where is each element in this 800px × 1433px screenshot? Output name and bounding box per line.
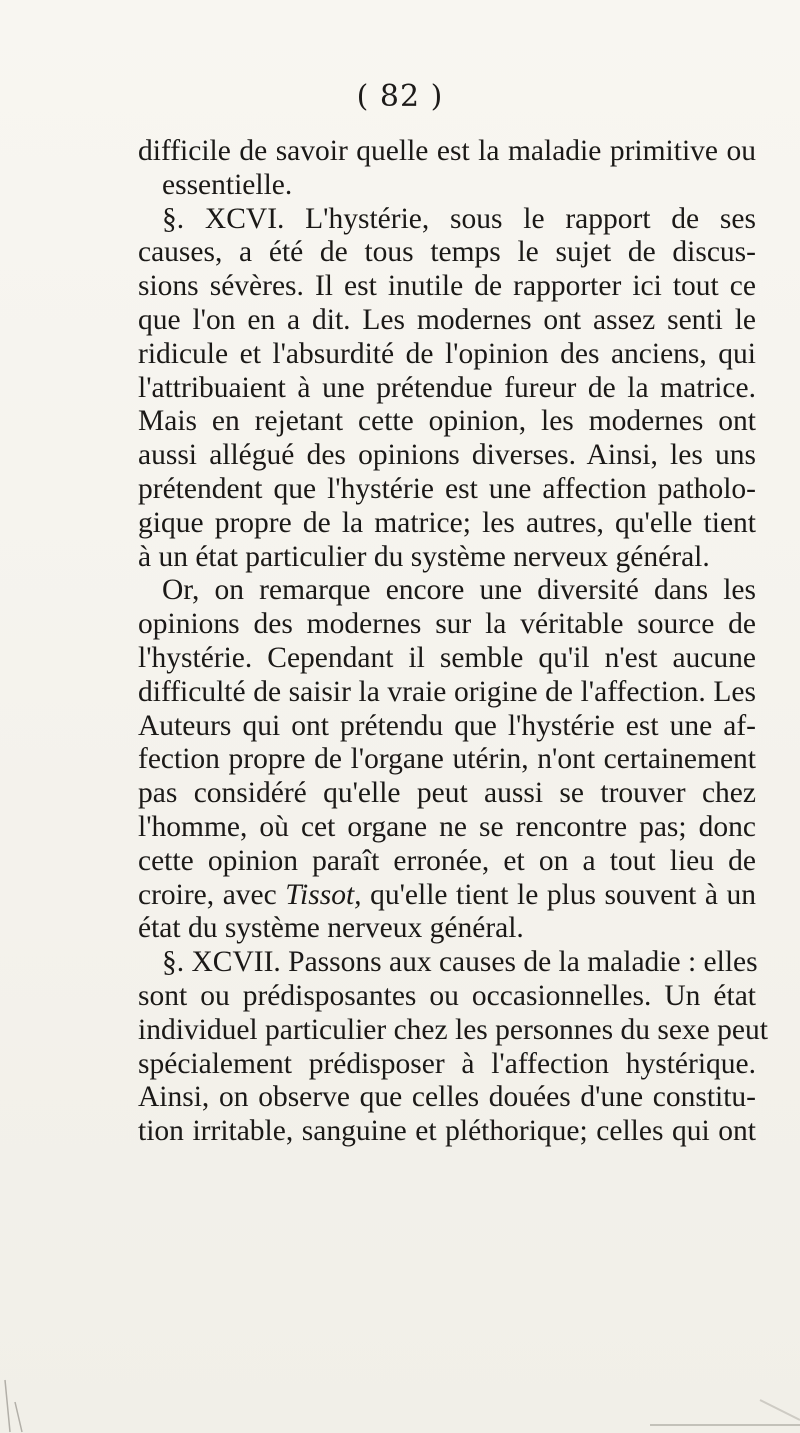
text-line: individuel particulier chez les personnes du sexe peut [138,1013,768,1046]
text-line: que l'on en a dit. Les modernes ont assez senti le [138,303,756,336]
text-line: Ainsi, on observe que celles douées d'une constitu- [138,1081,756,1114]
page-number: ( 82 ) [356,79,444,114]
text-line: sions sévères. Il est inutile de rapporter ici tout ce [138,270,756,303]
paper-edge-mark [760,1400,800,1420]
text-line: fection propre de l'organe utérin, n'ont certainement [138,743,756,776]
text-line: pas considéré qu'elle peut aussi se trouver chez [138,777,756,810]
text-line: aussi allégué des opinions diverses. Ainsi, les uns [138,439,756,472]
text-line: difficile de savoir quelle est la maladie primitive ou [138,135,756,167]
text-line: §. XCVII. Passons aux causes de la maladie : elles [162,946,758,979]
text-line: à un état particulier du système nerveux général. [138,540,710,573]
text-line: gique propre de la matrice; les autres, qu'elle tient [138,506,756,539]
text-line: l'attribuaient à une prétendue fureur de la matrice. [138,371,756,404]
text-line: Mais en rejetant cette opinion, les modernes ont [138,405,756,438]
text-line: l'hystérie. Cependant il semble qu'il n'est aucune [138,641,756,674]
text-line: ridicule et l'absurdité de l'opinion des anciens, qui [138,337,756,370]
text-line: cette opinion paraît erronée, et on a tout lieu de [138,844,756,877]
text-line-with-name [138,879,756,913]
text-line: Or, on remarque encore une diversité dans les [162,574,756,607]
text-line: §. XCVI. L'hystérie, sous le rapport de ses [162,202,756,235]
text-line: sont ou prédisposantes ou occasionnelles. Un état [138,979,756,1012]
text-fragment: qu'elle tient le plus souvent à un [370,878,757,911]
text-line: Auteurs qui ont prétendu que l'hystérie est une af- [138,709,756,742]
text-line: causes, a été de tous temps le sujet de discus- [138,236,756,269]
text-line: prétendent que l'hystérie est une affection patholo- [138,472,756,505]
text-line: difficulté de saisir la vraie origine de l'affection. Les [138,675,756,708]
text-line: tion irritable, sanguine et pléthorique; celles qui ont [138,1115,756,1148]
text-line: opinions des modernes sur la véritable source de [138,608,756,641]
text-line: essentielle. [162,168,293,201]
paper-edge-mark [5,1380,22,1432]
body-text [138,135,768,1149]
text-line: l'homme, où cet organe ne se rencontre pas; donc [138,810,756,843]
text-fragment: croire, avec [138,878,277,911]
text-line: spécialement prédisposer à l'affection hystérique. [138,1047,756,1080]
author-name: Tissot, [285,878,362,911]
text-line: état du système nerveux général. [138,912,524,945]
